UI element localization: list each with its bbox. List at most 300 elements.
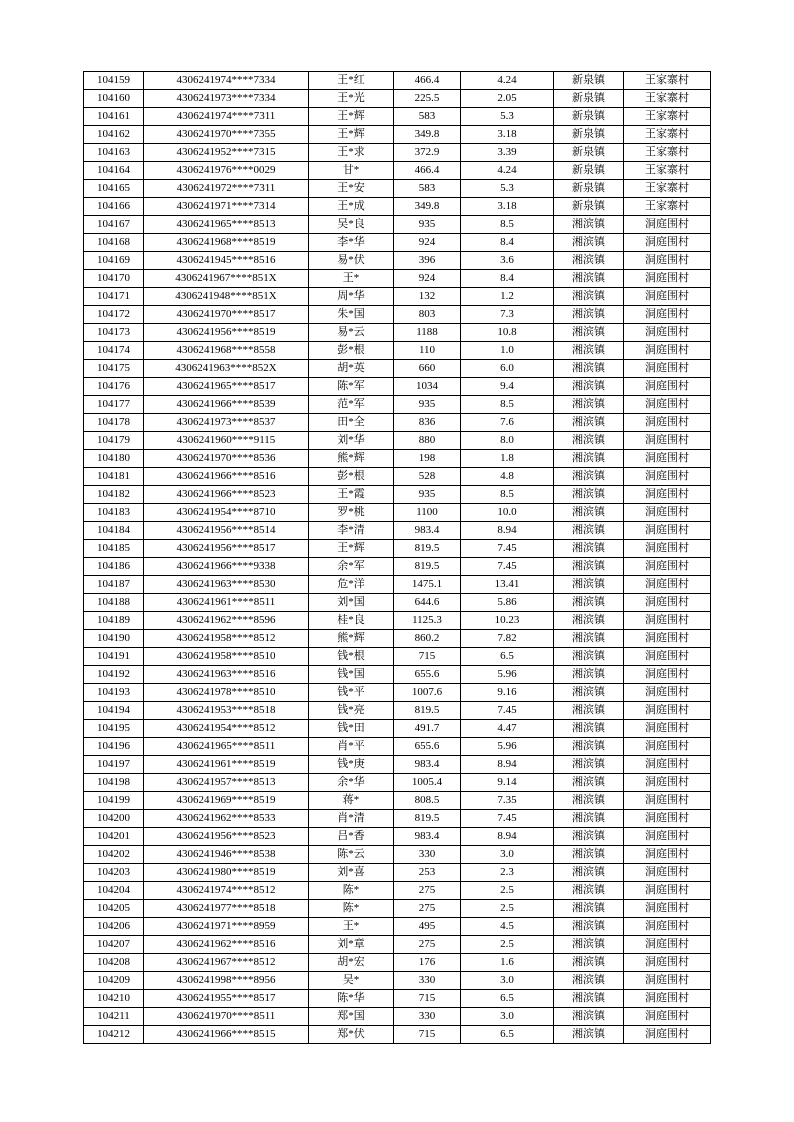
table-row [84, 1008, 711, 1026]
table-cell-village: 洞庭围村 [624, 216, 711, 234]
table-cell-town: 湘滨镇 [554, 324, 624, 342]
table-cell-town: 湘滨镇 [554, 990, 624, 1008]
table-cell-seq-no: 104190 [84, 630, 144, 648]
table-cell-amount: 330 [394, 1008, 461, 1026]
table-cell-town: 湘滨镇 [554, 774, 624, 792]
table-cell-amount: 466.4 [394, 72, 461, 90]
table-cell-amount: 466.4 [394, 162, 461, 180]
table-cell-amount: 803 [394, 306, 461, 324]
table-cell-name: 熊*辉 [309, 450, 394, 468]
table-cell-village: 洞庭围村 [624, 486, 711, 504]
table-row [84, 396, 711, 414]
table-cell-town: 湘滨镇 [554, 828, 624, 846]
table-cell-id-number: 4306241965****8517 [144, 378, 309, 396]
table-body [84, 72, 711, 1044]
table-row [84, 360, 711, 378]
table-cell-village: 洞庭围村 [624, 612, 711, 630]
table-cell-name: 易*伏 [309, 252, 394, 270]
table-row [84, 972, 711, 990]
table-cell-name: 钱*平 [309, 684, 394, 702]
table-row [84, 594, 711, 612]
table-cell-town: 新泉镇 [554, 108, 624, 126]
table-cell-id-number: 4306241968****8519 [144, 234, 309, 252]
table-cell-amount: 132 [394, 288, 461, 306]
table-cell-town: 湘滨镇 [554, 540, 624, 558]
table-cell-town: 湘滨镇 [554, 450, 624, 468]
table-cell-amount: 935 [394, 396, 461, 414]
table-row [84, 504, 711, 522]
table-cell-rate: 7.82 [461, 630, 554, 648]
table-cell-seq-no: 104177 [84, 396, 144, 414]
table-cell-seq-no: 104162 [84, 126, 144, 144]
table-cell-village: 洞庭围村 [624, 234, 711, 252]
table-cell-town: 新泉镇 [554, 180, 624, 198]
table-cell-id-number: 4306241973****7334 [144, 90, 309, 108]
table-cell-name: 罗*桃 [309, 504, 394, 522]
table-row [84, 306, 711, 324]
table-cell-seq-no: 104212 [84, 1026, 144, 1044]
table-cell-town: 湘滨镇 [554, 270, 624, 288]
table-cell-village: 洞庭围村 [624, 576, 711, 594]
table-cell-id-number: 4306241956****8514 [144, 522, 309, 540]
table-cell-seq-no: 104166 [84, 198, 144, 216]
table-cell-town: 湘滨镇 [554, 234, 624, 252]
table-cell-amount: 880 [394, 432, 461, 450]
table-row [84, 216, 711, 234]
table-cell-name: 吕*香 [309, 828, 394, 846]
table-cell-amount: 860.2 [394, 630, 461, 648]
table-row [84, 630, 711, 648]
table-row [84, 324, 711, 342]
table-cell-village: 洞庭围村 [624, 864, 711, 882]
table-cell-rate: 3.0 [461, 846, 554, 864]
table-cell-rate: 4.47 [461, 720, 554, 738]
table-cell-name: 刘*国 [309, 594, 394, 612]
table-cell-name: 胡*宏 [309, 954, 394, 972]
table-cell-name: 郑*国 [309, 1008, 394, 1026]
table-cell-amount: 1007.6 [394, 684, 461, 702]
table-cell-seq-no: 104202 [84, 846, 144, 864]
table-cell-amount: 836 [394, 414, 461, 432]
table-cell-town: 新泉镇 [554, 144, 624, 162]
table-cell-id-number: 4306241967****851X [144, 270, 309, 288]
table-cell-rate: 8.0 [461, 432, 554, 450]
table-row [84, 810, 711, 828]
table-cell-rate: 3.39 [461, 144, 554, 162]
table-cell-seq-no: 104200 [84, 810, 144, 828]
table-row [84, 342, 711, 360]
table-row [84, 792, 711, 810]
table-cell-id-number: 4306241961****8519 [144, 756, 309, 774]
table-cell-seq-no: 104184 [84, 522, 144, 540]
table-row [84, 576, 711, 594]
table-cell-amount: 660 [394, 360, 461, 378]
table-cell-seq-no: 104180 [84, 450, 144, 468]
table-cell-id-number: 4306241970****8517 [144, 306, 309, 324]
table-cell-town: 湘滨镇 [554, 630, 624, 648]
table-row [84, 864, 711, 882]
table-cell-rate: 10.8 [461, 324, 554, 342]
table-cell-seq-no: 104195 [84, 720, 144, 738]
table-cell-town: 湘滨镇 [554, 288, 624, 306]
table-cell-village: 洞庭围村 [624, 1026, 711, 1044]
table-cell-id-number: 4306241956****8517 [144, 540, 309, 558]
table-cell-amount: 491.7 [394, 720, 461, 738]
table-cell-id-number: 4306241971****7314 [144, 198, 309, 216]
table-cell-amount: 1005.4 [394, 774, 461, 792]
table-cell-amount: 583 [394, 180, 461, 198]
table-cell-amount: 349.8 [394, 126, 461, 144]
table-cell-id-number: 4306241958****8510 [144, 648, 309, 666]
table-cell-seq-no: 104176 [84, 378, 144, 396]
table-cell-amount: 819.5 [394, 702, 461, 720]
table-cell-rate: 6.0 [461, 360, 554, 378]
table-cell-village: 洞庭围村 [624, 1008, 711, 1026]
table-cell-amount: 983.4 [394, 756, 461, 774]
table-cell-seq-no: 104178 [84, 414, 144, 432]
table-cell-id-number: 4306241953****8518 [144, 702, 309, 720]
table-cell-name: 刘*华 [309, 432, 394, 450]
table-cell-rate: 5.96 [461, 738, 554, 756]
table-row [84, 108, 711, 126]
table-cell-id-number: 4306241962****8516 [144, 936, 309, 954]
table-cell-id-number: 4306241966****8516 [144, 468, 309, 486]
table-cell-town: 新泉镇 [554, 198, 624, 216]
table-cell-name: 李*清 [309, 522, 394, 540]
table-cell-rate: 7.45 [461, 810, 554, 828]
table-cell-village: 洞庭围村 [624, 324, 711, 342]
table-cell-seq-no: 104192 [84, 666, 144, 684]
table-row [84, 918, 711, 936]
table-cell-seq-no: 104194 [84, 702, 144, 720]
table-cell-town: 湘滨镇 [554, 252, 624, 270]
table-cell-rate: 7.45 [461, 558, 554, 576]
table-cell-name: 陈*军 [309, 378, 394, 396]
table-cell-town: 湘滨镇 [554, 666, 624, 684]
table-row [84, 126, 711, 144]
table-cell-name: 王*安 [309, 180, 394, 198]
table-cell-rate: 4.5 [461, 918, 554, 936]
table-cell-town: 湘滨镇 [554, 522, 624, 540]
table-cell-rate: 9.4 [461, 378, 554, 396]
table-cell-village: 洞庭围村 [624, 990, 711, 1008]
table-row [84, 162, 711, 180]
table-cell-id-number: 4306241974****7334 [144, 72, 309, 90]
table-cell-village: 王家寨村 [624, 90, 711, 108]
table-cell-id-number: 4306241963****852X [144, 360, 309, 378]
table-cell-id-number: 4306241966****8515 [144, 1026, 309, 1044]
table-cell-rate: 3.0 [461, 972, 554, 990]
table-cell-seq-no: 104187 [84, 576, 144, 594]
table-row [84, 1026, 711, 1044]
table-cell-village: 洞庭围村 [624, 522, 711, 540]
table-cell-id-number: 4306241971****8959 [144, 918, 309, 936]
table-row [84, 72, 711, 90]
table-cell-town: 湘滨镇 [554, 486, 624, 504]
table-cell-name: 彭*根 [309, 342, 394, 360]
table-cell-id-number: 4306241974****8512 [144, 882, 309, 900]
table-cell-seq-no: 104206 [84, 918, 144, 936]
table-cell-amount: 715 [394, 990, 461, 1008]
table-cell-village: 洞庭围村 [624, 810, 711, 828]
table-cell-seq-no: 104186 [84, 558, 144, 576]
table-cell-village: 洞庭围村 [624, 558, 711, 576]
table-cell-amount: 655.6 [394, 738, 461, 756]
table-cell-village: 王家寨村 [624, 72, 711, 90]
table-row [84, 540, 711, 558]
table-cell-rate: 8.5 [461, 486, 554, 504]
table-cell-id-number: 4306241973****8537 [144, 414, 309, 432]
table-cell-town: 新泉镇 [554, 126, 624, 144]
table-cell-name: 桂*良 [309, 612, 394, 630]
table-cell-amount: 495 [394, 918, 461, 936]
table-cell-town: 湘滨镇 [554, 378, 624, 396]
table-cell-name: 彭*根 [309, 468, 394, 486]
table-cell-id-number: 4306241966****8539 [144, 396, 309, 414]
table-cell-id-number: 4306241968****8558 [144, 342, 309, 360]
table-cell-rate: 8.94 [461, 828, 554, 846]
table-cell-seq-no: 104210 [84, 990, 144, 1008]
table-cell-id-number: 4306241946****8538 [144, 846, 309, 864]
table-cell-rate: 5.3 [461, 108, 554, 126]
table-cell-town: 新泉镇 [554, 162, 624, 180]
table-cell-name: 王*辉 [309, 126, 394, 144]
table-cell-seq-no: 104188 [84, 594, 144, 612]
table-cell-rate: 7.45 [461, 540, 554, 558]
table-cell-town: 新泉镇 [554, 90, 624, 108]
table-cell-id-number: 4306241972****7311 [144, 180, 309, 198]
table-cell-amount: 983.4 [394, 522, 461, 540]
table-cell-town: 湘滨镇 [554, 972, 624, 990]
table-cell-town: 湘滨镇 [554, 468, 624, 486]
table-cell-amount: 275 [394, 936, 461, 954]
table-cell-id-number: 4306241976****0029 [144, 162, 309, 180]
table-cell-town: 湘滨镇 [554, 594, 624, 612]
table-cell-name: 肖*平 [309, 738, 394, 756]
table-cell-village: 王家寨村 [624, 108, 711, 126]
table-cell-amount: 1034 [394, 378, 461, 396]
table-cell-name: 蒋* [309, 792, 394, 810]
table-cell-amount: 983.4 [394, 828, 461, 846]
table-cell-village: 洞庭围村 [624, 648, 711, 666]
table-cell-village: 洞庭围村 [624, 270, 711, 288]
table-cell-seq-no: 104161 [84, 108, 144, 126]
table-cell-town: 湘滨镇 [554, 1026, 624, 1044]
table-cell-rate: 3.18 [461, 126, 554, 144]
table-cell-rate: 5.3 [461, 180, 554, 198]
table-cell-name: 王*红 [309, 72, 394, 90]
table-cell-rate: 2.5 [461, 900, 554, 918]
table-cell-rate: 1.0 [461, 342, 554, 360]
table-cell-village: 洞庭围村 [624, 684, 711, 702]
table-cell-seq-no: 104208 [84, 954, 144, 972]
table-cell-name: 陈* [309, 882, 394, 900]
table-cell-name: 肖*清 [309, 810, 394, 828]
table-cell-rate: 7.3 [461, 306, 554, 324]
table-cell-village: 洞庭围村 [624, 288, 711, 306]
table-cell-name: 陈* [309, 900, 394, 918]
table-cell-amount: 924 [394, 234, 461, 252]
table-cell-village: 洞庭围村 [624, 378, 711, 396]
table-cell-seq-no: 104173 [84, 324, 144, 342]
table-cell-town: 湘滨镇 [554, 558, 624, 576]
table-cell-id-number: 4306241957****8513 [144, 774, 309, 792]
table-cell-seq-no: 104182 [84, 486, 144, 504]
table-cell-town: 湘滨镇 [554, 216, 624, 234]
table-cell-town: 湘滨镇 [554, 882, 624, 900]
table-cell-id-number: 4306241998****8956 [144, 972, 309, 990]
table-cell-village: 洞庭围村 [624, 360, 711, 378]
table-cell-town: 湘滨镇 [554, 846, 624, 864]
table-cell-town: 湘滨镇 [554, 684, 624, 702]
table-cell-name: 钱*亮 [309, 702, 394, 720]
table-cell-rate: 3.18 [461, 198, 554, 216]
table-cell-town: 湘滨镇 [554, 900, 624, 918]
table-cell-amount: 819.5 [394, 810, 461, 828]
table-cell-village: 洞庭围村 [624, 828, 711, 846]
table-row [84, 954, 711, 972]
table-cell-town: 湘滨镇 [554, 756, 624, 774]
table-cell-village: 洞庭围村 [624, 900, 711, 918]
table-cell-id-number: 4306241970****8511 [144, 1008, 309, 1026]
table-cell-name: 陈*云 [309, 846, 394, 864]
table-cell-seq-no: 104183 [84, 504, 144, 522]
table-cell-town: 湘滨镇 [554, 576, 624, 594]
table-row [84, 144, 711, 162]
table-cell-town: 湘滨镇 [554, 414, 624, 432]
table-cell-village: 洞庭围村 [624, 252, 711, 270]
table-cell-rate: 8.4 [461, 270, 554, 288]
table-cell-amount: 198 [394, 450, 461, 468]
table-cell-village: 洞庭围村 [624, 972, 711, 990]
table-cell-name: 王*辉 [309, 540, 394, 558]
table-cell-seq-no: 104168 [84, 234, 144, 252]
table-cell-amount: 935 [394, 486, 461, 504]
table-cell-rate: 6.5 [461, 648, 554, 666]
table-row [84, 666, 711, 684]
table-cell-seq-no: 104197 [84, 756, 144, 774]
table-cell-id-number: 4306241954****8710 [144, 504, 309, 522]
table-cell-id-number: 4306241978****8510 [144, 684, 309, 702]
table-cell-name: 钱*国 [309, 666, 394, 684]
table-cell-amount: 1188 [394, 324, 461, 342]
table-cell-town: 湘滨镇 [554, 702, 624, 720]
table-row [84, 90, 711, 108]
table-cell-id-number: 4306241960****9115 [144, 432, 309, 450]
records-table [83, 71, 711, 1044]
table-cell-amount: 349.8 [394, 198, 461, 216]
table-cell-rate: 2.05 [461, 90, 554, 108]
table-cell-name: 胡*英 [309, 360, 394, 378]
table-cell-seq-no: 104172 [84, 306, 144, 324]
table-cell-name: 李*华 [309, 234, 394, 252]
table-cell-name: 田*全 [309, 414, 394, 432]
table-cell-town: 湘滨镇 [554, 504, 624, 522]
table-cell-amount: 253 [394, 864, 461, 882]
table-row [84, 756, 711, 774]
table-row [84, 522, 711, 540]
table-cell-name: 郑*伏 [309, 1026, 394, 1044]
table-cell-amount: 583 [394, 108, 461, 126]
table-cell-town: 湘滨镇 [554, 612, 624, 630]
table-cell-rate: 8.4 [461, 234, 554, 252]
table-cell-rate: 6.5 [461, 990, 554, 1008]
table-cell-seq-no: 104211 [84, 1008, 144, 1026]
table-cell-rate: 1.6 [461, 954, 554, 972]
table-cell-town: 湘滨镇 [554, 342, 624, 360]
table-cell-seq-no: 104164 [84, 162, 144, 180]
table-row [84, 234, 711, 252]
table-cell-rate: 8.5 [461, 216, 554, 234]
table-cell-id-number: 4306241955****8517 [144, 990, 309, 1008]
table-cell-name: 王* [309, 918, 394, 936]
table-cell-town: 湘滨镇 [554, 954, 624, 972]
table-cell-rate: 7.35 [461, 792, 554, 810]
table-cell-town: 湘滨镇 [554, 864, 624, 882]
table-cell-village: 洞庭围村 [624, 432, 711, 450]
table-cell-seq-no: 104163 [84, 144, 144, 162]
table-cell-amount: 819.5 [394, 558, 461, 576]
table-cell-village: 洞庭围村 [624, 954, 711, 972]
table-cell-name: 范*军 [309, 396, 394, 414]
table-cell-amount: 808.5 [394, 792, 461, 810]
table-cell-name: 钱*根 [309, 648, 394, 666]
table-row [84, 378, 711, 396]
table-cell-seq-no: 104160 [84, 90, 144, 108]
table-cell-town: 湘滨镇 [554, 936, 624, 954]
table-cell-id-number: 4306241974****7311 [144, 108, 309, 126]
table-row [84, 720, 711, 738]
table-cell-id-number: 4306241966****8523 [144, 486, 309, 504]
table-cell-id-number: 4306241977****8518 [144, 900, 309, 918]
table-cell-village: 洞庭围村 [624, 918, 711, 936]
table-cell-village: 洞庭围村 [624, 342, 711, 360]
table-cell-town: 湘滨镇 [554, 918, 624, 936]
table-cell-id-number: 4306241965****8513 [144, 216, 309, 234]
table-row [84, 738, 711, 756]
table-cell-seq-no: 104204 [84, 882, 144, 900]
table-cell-town: 湘滨镇 [554, 396, 624, 414]
table-cell-seq-no: 104185 [84, 540, 144, 558]
table-row [84, 180, 711, 198]
table-cell-seq-no: 104205 [84, 900, 144, 918]
table-cell-town: 湘滨镇 [554, 792, 624, 810]
table-cell-village: 洞庭围村 [624, 504, 711, 522]
table-cell-name: 甘* [309, 162, 394, 180]
table-cell-seq-no: 104201 [84, 828, 144, 846]
table-cell-id-number: 4306241956****8519 [144, 324, 309, 342]
table-row [84, 846, 711, 864]
table-cell-id-number: 4306241958****8512 [144, 630, 309, 648]
table-cell-seq-no: 104193 [84, 684, 144, 702]
table-cell-amount: 935 [394, 216, 461, 234]
table-cell-amount: 330 [394, 972, 461, 990]
table-cell-name: 王*霞 [309, 486, 394, 504]
table-cell-rate: 1.2 [461, 288, 554, 306]
table-cell-amount: 1125.3 [394, 612, 461, 630]
table-row [84, 450, 711, 468]
table-row [84, 648, 711, 666]
table-cell-village: 洞庭围村 [624, 396, 711, 414]
table-cell-seq-no: 104207 [84, 936, 144, 954]
table-cell-amount: 396 [394, 252, 461, 270]
table-cell-seq-no: 104198 [84, 774, 144, 792]
table-cell-id-number: 4306241963****8516 [144, 666, 309, 684]
table-row [84, 432, 711, 450]
table-cell-id-number: 4306241967****8512 [144, 954, 309, 972]
table-cell-seq-no: 104203 [84, 864, 144, 882]
table-cell-seq-no: 104189 [84, 612, 144, 630]
